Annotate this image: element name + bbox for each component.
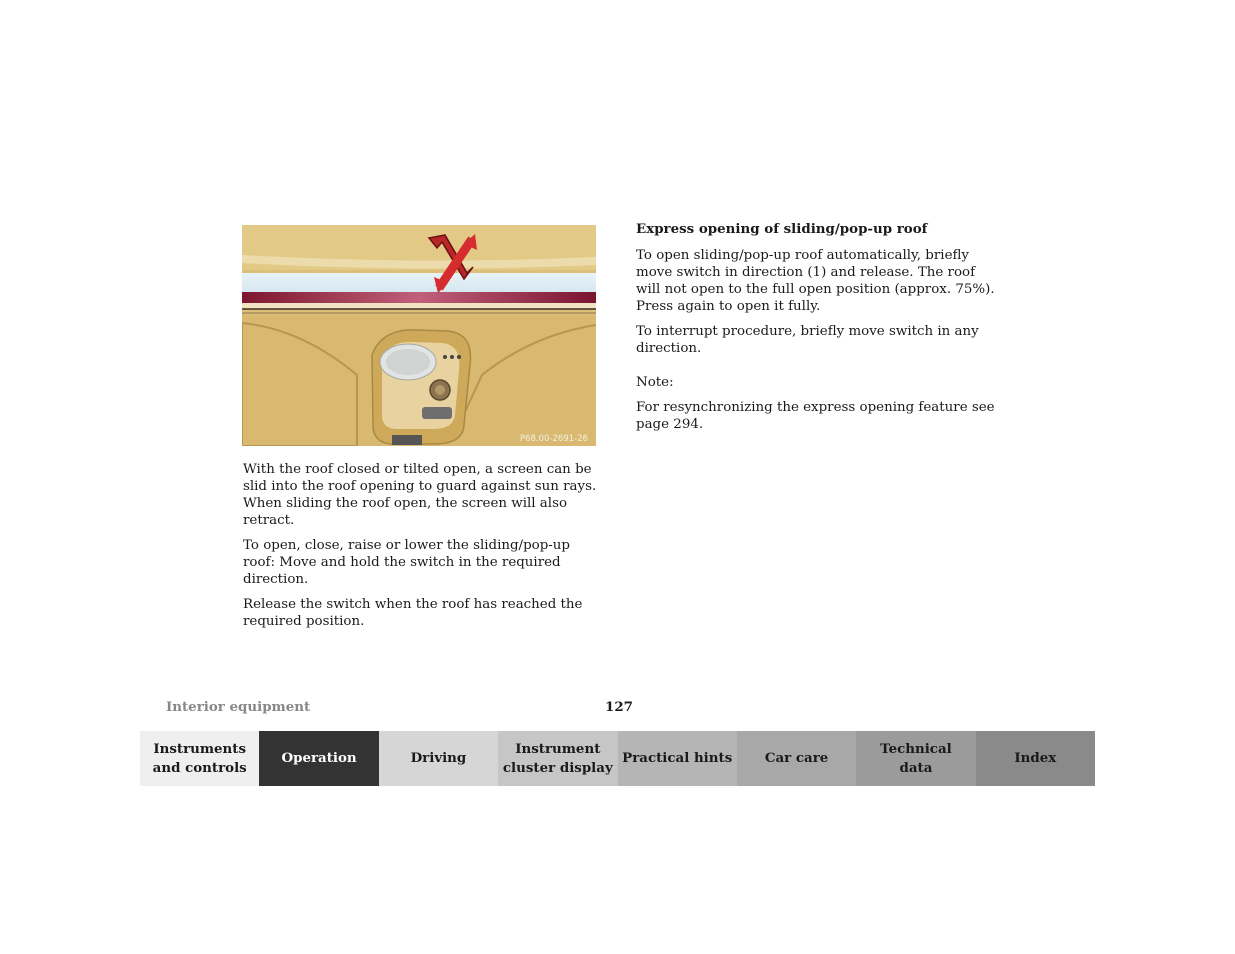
tab-technical-data[interactable] (856, 731, 975, 786)
tab-operation[interactable] (259, 731, 378, 786)
roof-switch-illustration (242, 225, 596, 446)
tab-practical-hints[interactable] (618, 731, 737, 786)
tab-label: Car care (764, 750, 829, 766)
tab-label: Instruments and controls (152, 740, 247, 776)
chapter-nav-tabs (140, 731, 1095, 786)
paragraph-screen-info: With the roof closed or tilted open, a screen can be slid into the roof opening to guard against sun rays. When sliding the roof open, the screen will also retract. (243, 462, 597, 528)
left-column (243, 461, 603, 638)
tab-instrument-cluster-display[interactable] (498, 731, 617, 786)
footer-section-title: Interior equipment (166, 699, 311, 715)
tab-label: Index (1014, 750, 1057, 766)
tab-instruments-and-controls[interactable] (140, 731, 259, 786)
note-label: Note: (636, 375, 674, 390)
note-text: For resynchronizing the express opening feature see page 294. (636, 400, 995, 432)
figure-code: P68.00-2691-26 (520, 434, 589, 444)
tab-car-care[interactable] (737, 731, 856, 786)
paragraph-interrupt: To interrupt procedure, briefly move switch in any direction. (636, 324, 979, 356)
tab-label: Operation (281, 750, 357, 766)
tab-driving[interactable] (379, 731, 498, 786)
page-number: 127 (605, 699, 633, 715)
paragraph-express-opening: To open sliding/pop-up roof automatically, briefly move switch in direction (1) and release. The roof will not open to the full open position (approx. 75%). Press again to open it fully. (636, 248, 995, 314)
tab-label: Technical data (880, 740, 952, 776)
tab-label: Practical hints (622, 750, 733, 766)
tab-label: Driving (410, 750, 467, 766)
overhead-console-drawing (242, 225, 596, 446)
right-column (636, 221, 996, 441)
tab-label: Instrument cluster display (502, 740, 613, 776)
section-heading: Express opening of sliding/pop-up roof (636, 221, 928, 237)
paragraph-release-switch: Release the switch when the roof has reached the required position. (243, 597, 583, 629)
paragraph-move-switch: To open, close, raise or lower the sliding/pop-up roof: Move and hold the switch in the required direction. (243, 538, 570, 587)
tab-index[interactable] (976, 731, 1095, 786)
